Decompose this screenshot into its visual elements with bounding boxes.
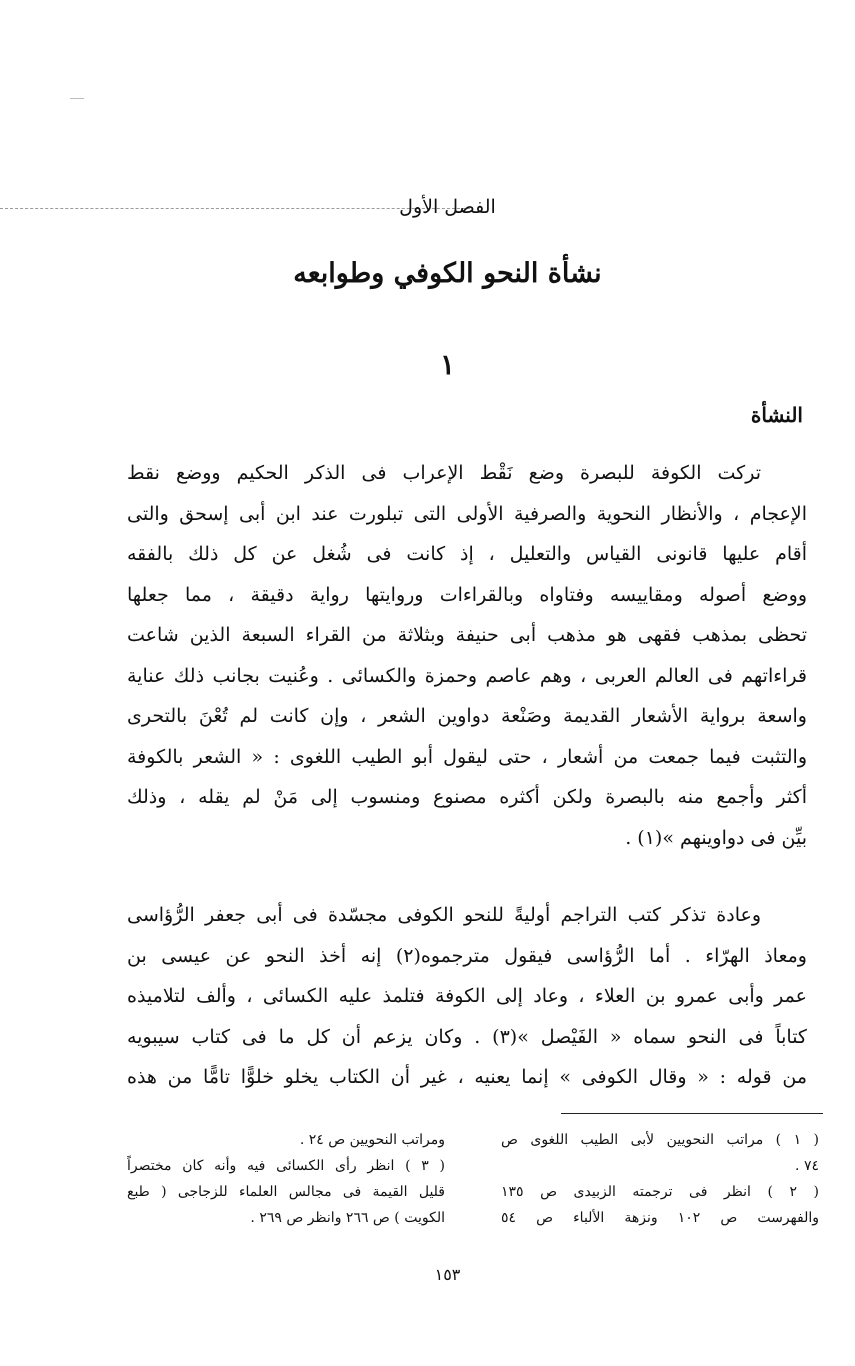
text-line: ومعاذ الهرّاء . أما الرُّؤاسى فيقول مترجموه(٢) إنه أخذ النحو عن عيسى بن	[127, 944, 807, 967]
text-line: تركت الكوفة للبصرة وضع نَقْط الإعراب فى الذكر الحكيم ووضع نقط	[127, 462, 761, 484]
text-line: عمر وأبى عمرو بن العلاء ، وعاد إلى الكوفة فتلمذ عليه الكسائى ، وألف لتلاميذه	[127, 985, 807, 1007]
section-number: ١	[439, 348, 456, 381]
text-line: ووضع أصوله ومقاييسه وفتاواه وبالقراءات وروايتها رواية دقيقة ، مما جعلها	[127, 583, 807, 606]
chapter-label: الفصل الأول	[399, 196, 496, 218]
footnote-line: ( ٢ ) انظر فى ترجمته الزبيدى ص ١٣٥	[501, 1184, 819, 1200]
text-line: بيِّن فى دواوينهم »(١) .	[625, 826, 807, 849]
text-line: تحظى بمذهب فقهى هو مذهب أبى حنيفة وبثلاثة من القراء السبعة الذين شاعت	[127, 624, 807, 646]
text-line: كتاباً فى النحو سماه « الفَيْصل »(٣) . وكان يزعم أن كل ما فى كتاب سيبويه	[127, 1025, 807, 1048]
footnote-line: قليل القيمة فى مجالس العلماء للزجاجى ( طبع	[127, 1184, 445, 1200]
text-line: أكثر وأجمع منه بالبصرة ولكن أكثره مصنوع ومنسوب إلى مَنْ لم يقله ، وذلك	[127, 786, 807, 808]
page-number: ١٥٣	[434, 1265, 461, 1284]
footnotes-left-column	[127, 1127, 445, 1231]
footnote-line: ( ٣ ) انظر رأى الكسائى فيه وأنه كان مختصراً	[127, 1158, 445, 1174]
text-line: واسعة برواية الأشعار القديمة وصَنْعة دواوين الشعر ، وإن كانت لم تُعْنَ بالتحرى	[127, 705, 807, 727]
footnote-line: ٧٤ .	[795, 1158, 819, 1174]
footnotes-right-column	[501, 1127, 819, 1231]
footnote-line: الكويت ) ص ٢٦٦ وانظر ص ٢٦٩ .	[250, 1210, 445, 1226]
text-line: أقام عليها قانونى القياس والتعليل ، إذ كانت فى شُغل عن كل ذلك بالفقه	[127, 543, 807, 565]
footnote-line: والفهرست ص ١٠٢ ونزهة الألباء ص ٥٤	[501, 1210, 819, 1226]
paragraph-2	[127, 895, 807, 1098]
text-line: وعادة تذكر كتب التراجم أوليةً للنحو الكوفى مجسّدة فى أبى جعفر الرُّؤاسى	[127, 904, 761, 926]
text-line: قراءاتهم فى العالم العربى ، وهم عاصم وحمزة والكسائى . وعُنيت بجانب ذلك عناية	[127, 664, 807, 687]
text-line: من قوله : « وقال الكوفى » إنما يعنيه ، غير أن الكتاب يخلو خلوًّا تامًّا من هذه	[127, 1066, 807, 1088]
paragraph-1	[127, 453, 807, 858]
chapter-title: نشأة النحو الكوفي وطوابعه	[293, 258, 602, 289]
footnote-rule	[561, 1113, 823, 1114]
scan-artifact-mark	[70, 98, 84, 99]
section-heading: النشأة	[750, 403, 803, 427]
text-line: والتثبت فيما جمعت من أشعار ، حتى ليقول أبو الطيب اللغوى : « الشعر بالكوفة	[127, 745, 807, 768]
text-line: الإعجام ، والأنظار النحوية والصرفية الأولى التى تبلورت عند ابن أبى إسحق والتى	[127, 502, 807, 525]
footnote-line: ومراتب النحويين ص ٢٤ .	[299, 1132, 445, 1148]
footnote-line: ( ١ ) مراتب النحويين لأبى الطيب اللغوى ص	[501, 1132, 819, 1148]
